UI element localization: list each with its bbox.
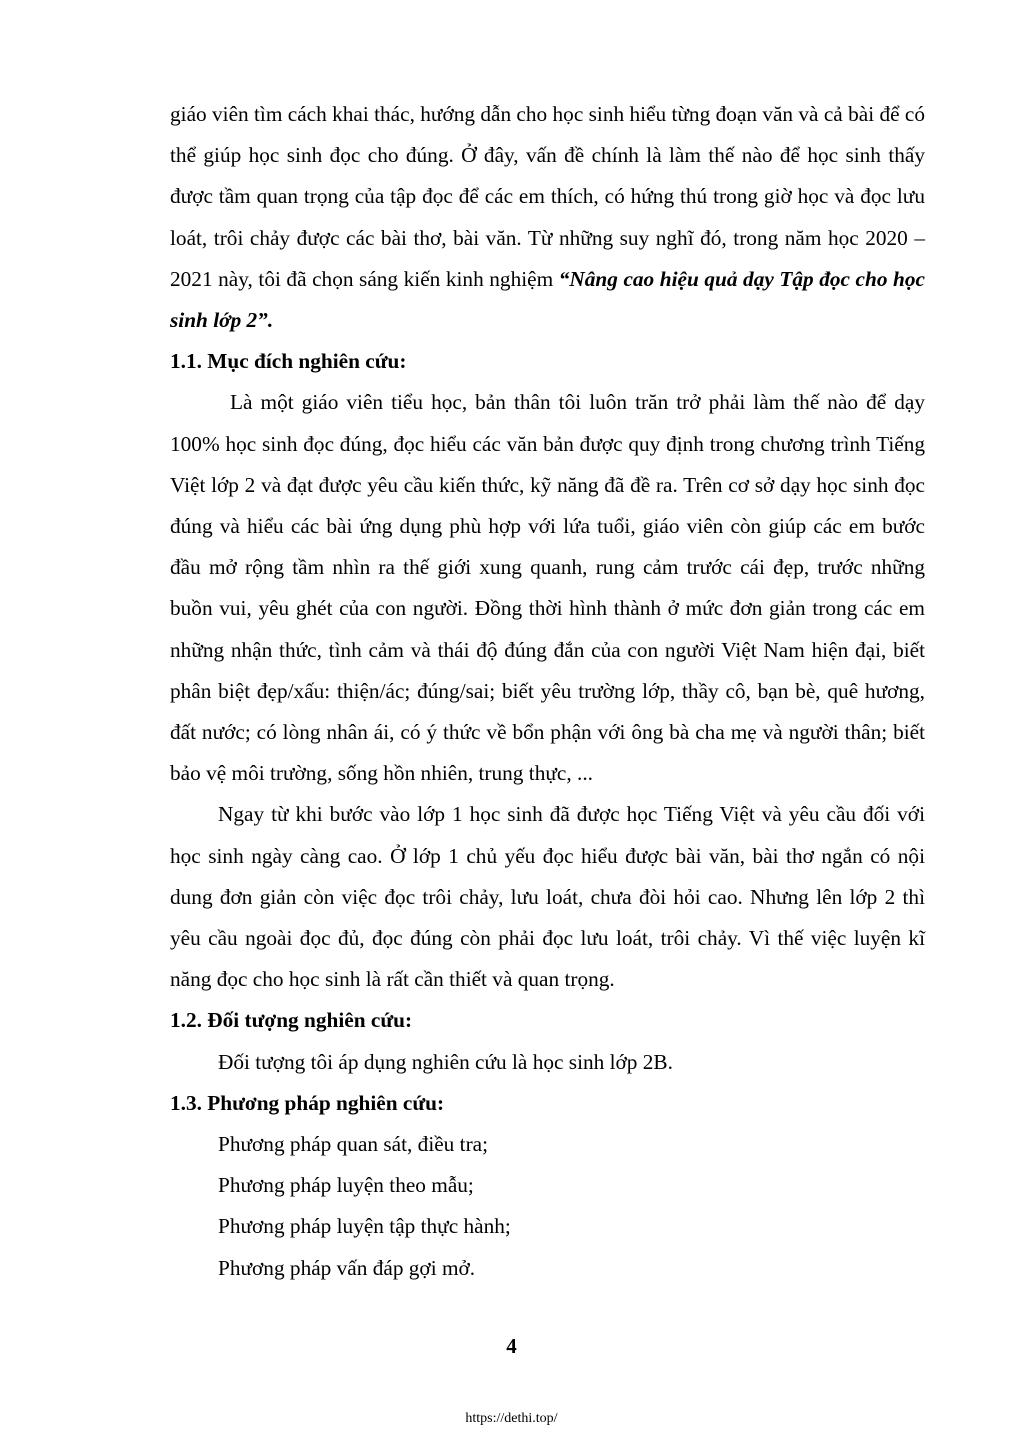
intro-text: giáo viên tìm cách khai thác, hướng dẫn cho học sinh hiểu từng đoạn văn và cả bài để có thể giúp học sinh đọc cho đúng. Ở đây, vấn đề chính là làm thế nào để học sinh thấy được tầm quan trọng của tập đọc để các em thích, có hứng thú trong giờ học và đọc lưu loát, trôi chảy được các bài thơ, bài văn. Từ những suy nghĩ đó, trong năm học 2020 – 2021 này, tôi đã chọn sáng kiến kinh nghiệm	[170, 102, 925, 291]
intro-paragraph	[170, 94, 925, 341]
purpose-paragraph-2: Ngay từ khi bước vào lớp 1 học sinh đã được học Tiếng Việt và yêu cầu đối với học sinh ngày càng cao. Ở lớp 1 chủ yếu đọc hiểu được bài văn, bài thơ ngắn có nội dung đơn giản còn việc đọc trôi chảy, lưu loát, chưa đòi hỏi cao. Nhưng lên lớp 2 thì yêu cầu ngoài đọc đủ, đọc đúng còn phải đọc lưu loát, trôi chảy. Vì thế việc luyện kĩ năng đọc cho học sinh là rất cần thiết và quan trọng.	[170, 802, 925, 992]
intro-period: .	[267, 308, 274, 333]
purpose-paragraph-1: Là một giáo viên tiểu học, bản thân tôi luôn trăn trở phải làm thế nào để dạy 100% học sinh đọc đúng, đọc hiểu các văn bản được quy định trong chương trình Tiếng Việt lớp 2 và đạt được yêu cầu kiến thức, kỹ năng đã đề ra. Trên cơ sở dạy học sinh đọc đúng và hiểu các bài ứng dụng phù hợp với lứa tuổi, giáo viên còn giúp các em bước đầu mở rộng tầm nhìn ra thế giới xung quanh, rung cảm trước cái đẹp, trước những buồn vui, yêu ghét của con người. Đồng thời hình thành ở mức đơn giản trong các em những nhận thức, tình cảm và thái độ đúng đắn của con người Việt Nam hiện đại, biết phân biệt đẹp/xấu: thiện/ác; đúng/sai; biết yêu trường lớp, thầy cô, bạn bè, quê hương, đất nước; có lòng nhân ái, có ý thức về bổn phận với ông bà cha mẹ và người thân; biết bảo vệ môi trường, sống hồn nhiên, trung thực, ...	[170, 390, 925, 786]
heading-research-purpose: 1.1. Mục đích nghiên cứu:	[170, 349, 407, 374]
method-item: Phương pháp quan sát, điều tra;	[218, 1132, 489, 1157]
heading-research-methods: 1.3. Phương pháp nghiên cứu:	[170, 1090, 445, 1115]
method-item: Phương pháp luyện tập thực hành;	[218, 1214, 511, 1239]
page-number: 4	[506, 1334, 517, 1358]
footer-url: https://dethi.top/	[465, 1411, 558, 1426]
research-subject-text: Đối tượng tôi áp dụng nghiên cứu là học sinh lớp 2B.	[218, 1049, 673, 1074]
method-item: Phương pháp vấn đáp gợi mở.	[218, 1255, 476, 1280]
heading-research-subject: 1.2. Đối tượng nghiên cứu:	[170, 1008, 413, 1033]
initiative-title: “Nâng cao hiệu quả dạy Tập đọc cho học sinh lớp 2”	[170, 266, 925, 333]
method-item: Phương pháp luyện theo mẫu;	[218, 1173, 474, 1198]
document-page	[170, 94, 925, 1289]
